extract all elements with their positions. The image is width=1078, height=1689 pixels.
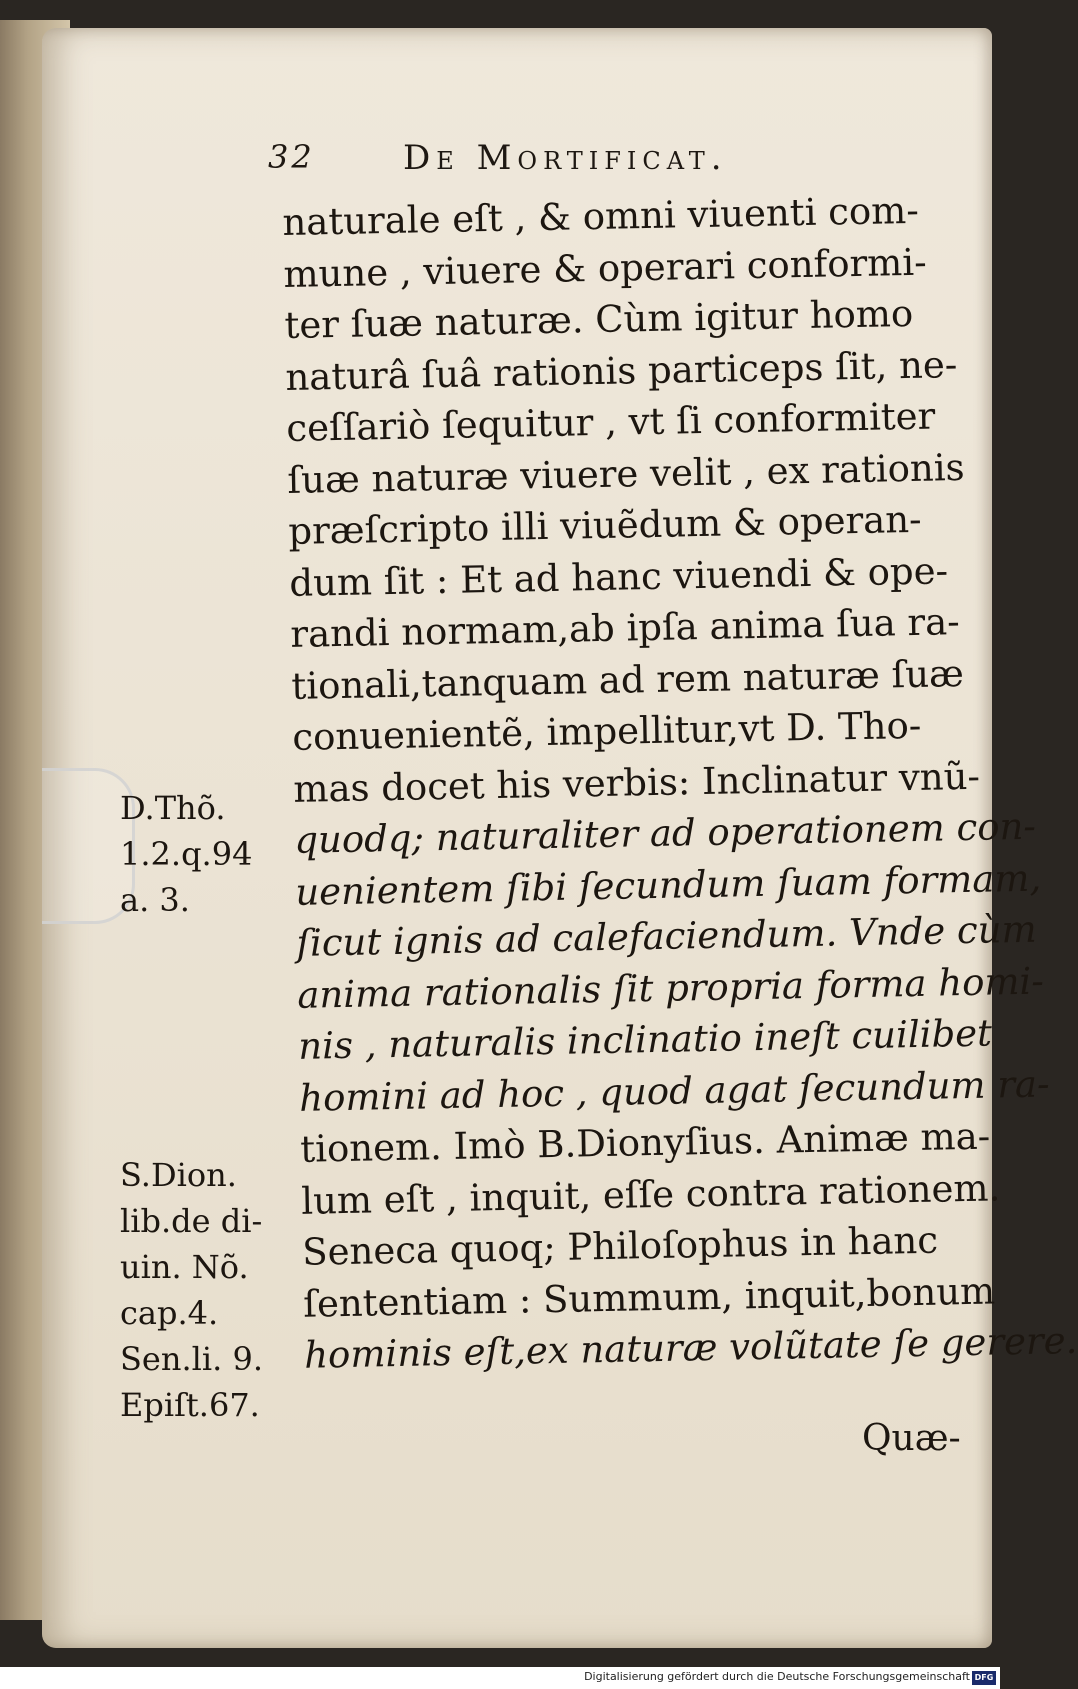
page-number: 32 bbox=[268, 138, 315, 176]
text-line: conuenientẽ, impellitur,vt D. Tho- bbox=[291, 703, 922, 759]
text-line: tionali,tanquam ad rem naturæ ſuæ bbox=[290, 651, 965, 708]
margin-note-line: S.Dion. bbox=[120, 1156, 237, 1194]
margin-note-dionysius-seneca bbox=[120, 1152, 263, 1428]
text-line: naturâ ſuâ rationis particeps ſit, ne- bbox=[285, 342, 958, 399]
text-line: mas docet his verbis: Inclinatur vnũ- bbox=[292, 754, 981, 811]
text-line: præſcripto illi viuẽdum & operan- bbox=[288, 497, 922, 553]
text-line: hominis eſt,ex naturæ volũtate ſe gerere. bbox=[303, 1318, 1078, 1377]
margin-note-line: 1.2.q.94 bbox=[120, 835, 253, 873]
text-line: ter ſuæ naturæ. Cùm igitur homo bbox=[284, 291, 914, 347]
margin-note-line: a. 3. bbox=[120, 881, 190, 919]
text-line: tionem. Imò B.Dionyſius. Animæ ma- bbox=[299, 1114, 991, 1171]
text-line: ceſſariò ſequitur , vt ſi conformiter bbox=[286, 394, 936, 450]
text-line: randi normam,ab ipſa anima ſua ra- bbox=[289, 600, 961, 656]
text-line: ſententiam : Summum, inquit,bonum bbox=[302, 1269, 996, 1326]
text-line: ſicut ignis ad calefaciendum. Vnde cùm bbox=[295, 907, 1037, 965]
text-line: Seneca quoq; Philoſophus in hanc bbox=[301, 1218, 939, 1274]
text-line: uenientem ſibi ſecundum ſuam formam, bbox=[294, 856, 1042, 914]
dfg-logo: DFG bbox=[972, 1671, 996, 1685]
page-header bbox=[268, 132, 908, 186]
margin-note-line: lib.de di- bbox=[120, 1202, 263, 1240]
text-line: dum ſit : Et ad hanc viuendi & ope- bbox=[288, 548, 949, 605]
text-line: anima rationalis ſit propria forma homi- bbox=[296, 959, 1045, 1017]
text-line: mune , viuere & operari conformi- bbox=[283, 240, 927, 296]
margin-note-line: Sen.li. 9. bbox=[120, 1340, 263, 1378]
text-line: quodq; naturaliter ad operationem con- bbox=[293, 804, 1037, 862]
margin-note-line: cap.4. bbox=[120, 1294, 219, 1332]
margin-note-line: D.Thõ. bbox=[120, 789, 226, 827]
catchword: Quæ- bbox=[862, 1418, 961, 1459]
text-line: lum eſt , inquit, eſſe contra rationem. bbox=[300, 1165, 1001, 1223]
footer-credit: Digitalisierung gefördert durch die Deutsche Forschungsgemeinschaft bbox=[584, 1670, 970, 1683]
text-line: ſuæ naturæ viuere velit , ex rationis bbox=[287, 445, 965, 502]
margin-note-line: uin. Nõ. bbox=[120, 1248, 249, 1286]
body-text bbox=[282, 184, 1078, 1381]
margin-note-line: Epiſt.67. bbox=[120, 1386, 260, 1424]
text-line: homini ad hoc , quod agat ſecundum ra- bbox=[298, 1061, 1050, 1120]
text-line: naturale eſt , & omni viuenti com- bbox=[282, 188, 920, 244]
text-line: nis , naturalis inclinatio ineſt cuilibet bbox=[297, 1011, 993, 1068]
running-title: De Mortificat. bbox=[403, 138, 728, 178]
margin-note-thomas bbox=[120, 785, 252, 923]
